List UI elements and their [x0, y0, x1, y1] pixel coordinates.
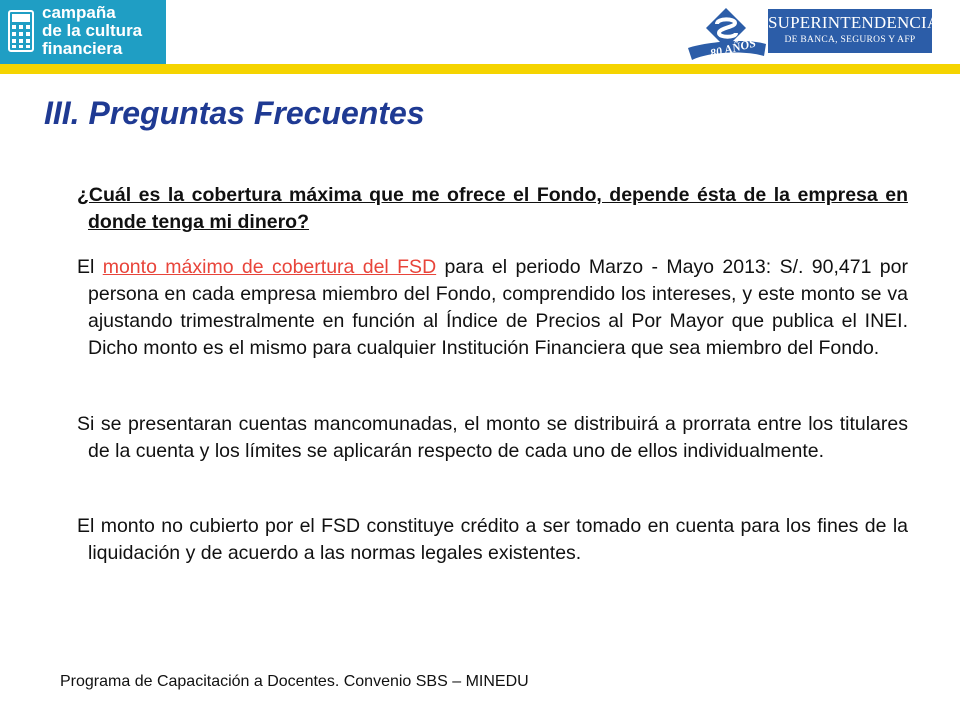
institution-subtitle: DE BANCA, SEGUROS Y AFP: [784, 35, 916, 45]
answer-prefix: El: [77, 256, 103, 278]
answer-paragraph-1: [77, 254, 908, 362]
page-title: III. Preguntas Frecuentes: [44, 95, 425, 131]
institution-logo: [768, 9, 940, 53]
footer-text: Programa de Capacitación a Docentes. Convenio SBS – MINEDU: [60, 673, 529, 690]
answer-paragraph-2: Si se presentaran cuentas mancomunadas, el monto se distribuirá a prorrata entre los titulares de la cuenta y los límites se aplicarán respecto de cada uno de ellos individualmente.: [77, 413, 908, 462]
header-bar: [0, 0, 960, 64]
answer-rest: para el periodo Marzo - Mayo 2013: S/. 90,471 por persona en cada empresa miembro del Fondo, comprendido los intereses, y este monto se va ajustando trimestralmente en función al Índice de Precios al Por Mayor que publica el INEI. Dicho monto es el mismo para cualquier Institución Financiera que sea miembro del Fondo.: [88, 256, 908, 359]
coverage-link[interactable]: monto máximo de cobertura del FSD: [102, 256, 437, 278]
campaign-line-1: campaña: [42, 3, 116, 22]
answer-paragraph-3: El monto no cubierto por el FSD constituye crédito a ser tomado en cuenta para los fines de la liquidación y de acuerdo a las normas legales existentes.: [77, 515, 908, 564]
institution-name: SUPERINTENDENCIA: [768, 13, 940, 32]
campaign-logo: [0, 0, 166, 64]
header-divider: [166, 0, 169, 64]
campaign-line-3: financiera: [42, 39, 123, 58]
calculator-icon: [8, 10, 34, 52]
anniversary-label: 80 AÑOS: [708, 35, 758, 61]
faq-question: ¿Cuál es la cobertura máxima que me ofrece el Fondo, depende ésta de la empresa en donde tenga mi dinero?: [77, 184, 908, 233]
campaign-line-2: de la cultura: [42, 21, 143, 40]
campaign-name: [42, 4, 164, 58]
header-rule: [0, 64, 960, 74]
